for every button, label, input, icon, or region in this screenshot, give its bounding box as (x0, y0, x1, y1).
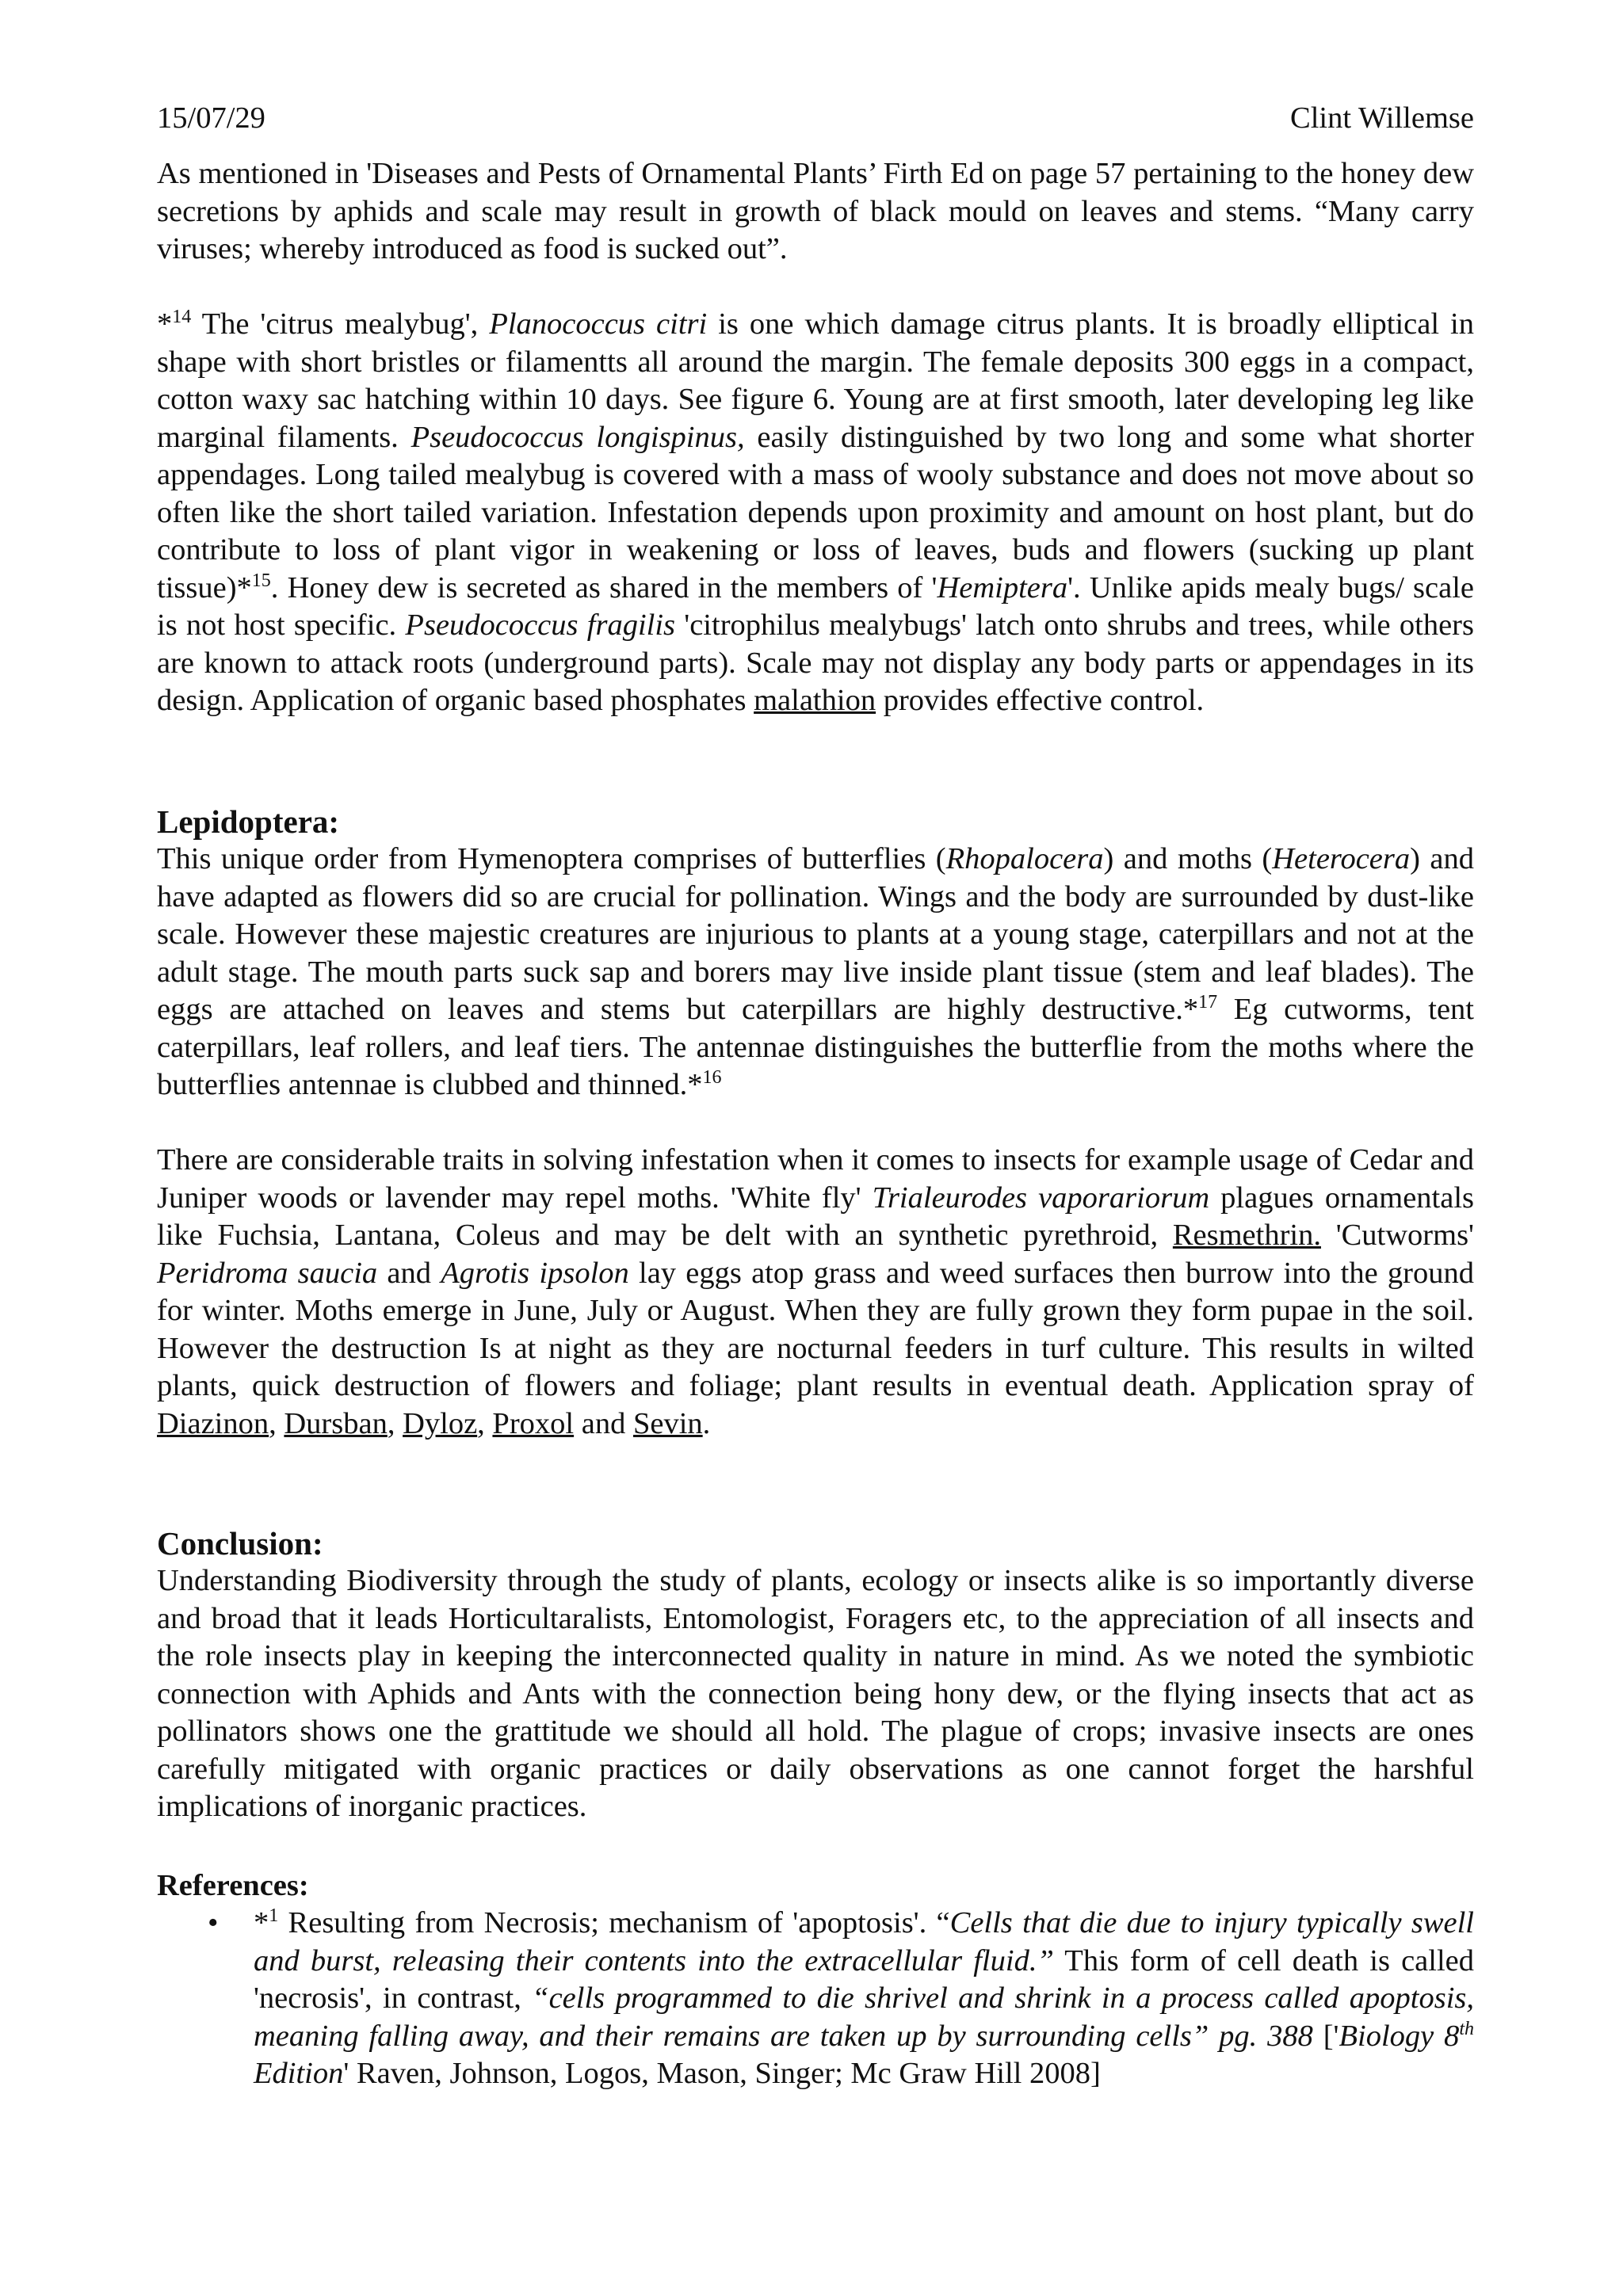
header-author: Clint Willemse (1290, 101, 1474, 135)
footnote-ref-15: 15 (251, 570, 271, 591)
text-span: ' Raven, Johnson, Logos, Mason, Singer; Mc Graw Hill 2008] (343, 2057, 1101, 2090)
footnote-star: * (254, 1906, 269, 1939)
quote: “cells programmed to die shrivel and shrink in a process called apoptosis, meaning falling away, and their remains are taken up by surrounding cells” pg. 388 (254, 1981, 1474, 2053)
page-header (157, 100, 1474, 138)
text-span: [' (1312, 2019, 1339, 2053)
text-span: provides effective control. (876, 684, 1205, 717)
footnote-ref-16: 16 (702, 1067, 722, 1088)
footnote-ref-1: 1 (269, 1905, 279, 1926)
order-name: Hemiptera (937, 570, 1068, 605)
species-name: Peridroma saucia (157, 1256, 378, 1290)
book-title-part: Edition (254, 2057, 344, 2090)
chemical-name: Dyloz (403, 1406, 478, 1440)
text-span: ) and have adapted as flowers did so are crucial for pollination. Wings and the body are surrounded by dust-like scale. However these majestic creatures are injurious to plants at a young stage, caterpillars and not at the adult stage. The mouth parts suck sap and borers may live inside plant tissue (stem and leaf blades). The eggs are attached on leaves and stems but caterpillars are highly destructive.* (157, 842, 1474, 1026)
footnote-ref-14: 14 (172, 307, 192, 327)
chemical-name: Sevin (632, 1406, 703, 1440)
references-list (157, 1905, 1474, 2093)
text-span: ) and moths ( (1103, 842, 1273, 875)
footnote-star: * (157, 307, 173, 341)
species-name: Pseudococcus fragilis (405, 608, 676, 642)
paragraph-conclusion: Understanding Biodiversity through the study of plants, ecology or insects alike is so importantly diverse and broad that it leads Horticultaralists, Entomologist, Foragers etc, to the appreciation of all insects and the role insects play in keeping the interconnected quality in nature in mind. As we noted the symbiotic connection with Aphids and Ants with the connection being hony dew, or the flying insects that act as pollinators shows one the grattitude we should all hold. The plague of crops; invasive insects are ones carefully mitigated with organic practices or daily observations as one cannot forget the harshful implications of inorganic practices. (157, 1564, 1474, 1823)
species-name: Agrotis ipsolon (441, 1256, 629, 1290)
paragraph-mealybug (157, 306, 1474, 720)
header-date: 15/07/29 (157, 101, 265, 135)
taxon-name: Heterocera (1272, 842, 1411, 875)
quote: Cells that die due to injury typically swell and burst, releasing their contents into the extracellular fluid.” (254, 1906, 1475, 1978)
chemical-name: malathion (754, 684, 876, 717)
paragraph-infestation (157, 1142, 1474, 1443)
text-span: is one which damage citrus plants. It is broadly elliptical in shape with short bristles or filamentts all around the margin. The female deposits 300 eggs in a compact, cotton waxy sac hatching within 10 days. See figure 6. Young are at first smooth, later developing leg like marginal filaments. (157, 307, 1475, 454)
heading-references: References: (157, 1869, 309, 1902)
book-title-sup: th (1459, 2018, 1474, 2039)
heading-conclusion: Conclusion: (157, 1525, 323, 1562)
species-name: Pseudococcus longispinus, (411, 420, 745, 454)
paragraph-honey-dew: As mentioned in 'Diseases and Pests of Ornamental Plants’ Firth Ed on page 57 pertaining to the honey dew secretions by aphids and scale may result in growth of black mould on leaves and stems. “Many carry viruses; whereby introduced as food is sucked out”. (157, 157, 1474, 265)
chemical-name: Resmethrin. (1172, 1219, 1321, 1252)
species-name: Planococcus citri (489, 307, 708, 341)
text-span: . Honey dew is secreted as shared in the members of ' (270, 570, 938, 605)
text-span: lay eggs atop grass and weed surfaces then burrow into the ground for winter. Moths emerge in June, July or August. When they are fully grown they form pupae in the soil. However the destruction Is at night as they are nocturnal feeders in turf culture. This results in wilted plants, quick destruction of flowers and foliage; plant results in eventual death. Application spray of (157, 1256, 1475, 1402)
chemical-name: Diazinon (157, 1406, 269, 1440)
chemical-name: Proxol (492, 1406, 575, 1440)
text-span: 'Cutworms' (1320, 1219, 1474, 1252)
paragraph-lepidoptera (157, 841, 1474, 1104)
bullet-icon: • (208, 1906, 219, 1939)
heading-lepidoptera: Lepidoptera: (157, 803, 340, 840)
text-span: . (702, 1406, 711, 1440)
reference-item (157, 1905, 1474, 2093)
text-span: This unique order from Hymenoptera comprises of butterflies ( (157, 842, 946, 875)
text-span: Resulting from Necrosis; mechanism of 'apoptosis'. “ (278, 1906, 950, 1939)
book-title-part: Biology 8 (1338, 2019, 1460, 2053)
text-span: and (574, 1406, 633, 1440)
chemical-name: Dursban (284, 1406, 388, 1440)
text-span: plagues ornamentals like Fuchsia, Lantana, Coleus and may be delt with an synthetic pyrethroid, (157, 1180, 1474, 1252)
text-span: Eg cutworms, tent caterpillars, leaf rollers, and leaf tiers. The antennae distinguishes the butterflie from the moths where the butterflies antennae is clubbed and thinned.* (157, 993, 1474, 1101)
text-span: 'citrophilus mealybugs' latch onto shrubs and trees, while others are known to attack roots (underground parts). Scale may not display any body parts or appendages in its design. Application of organic based phosphates (157, 608, 1474, 717)
species-name: Trialeurodes vaporariorum (872, 1180, 1210, 1215)
text-span: There are considerable traits in solving infestation when it comes to insects for example usage of Cedar and Juniper woods or lavender may repel moths. 'White fly' (157, 1143, 1474, 1215)
text-span: easily distinguished by two long and some what shorter appendages. Long tailed mealybug is covered with a mass of wooly substance and does not move about so often like the short tailed variation. Infestation depends upon proximity and amount on host plant, but do contribute to loss of plant vigor in weakening or loss of leaves, buds and flowers (sucking up plant tissue)* (157, 420, 1474, 605)
text-span: '. Unlike apids mealy bugs/ scale is not host specific. (157, 570, 1475, 642)
text-span: , (269, 1406, 285, 1440)
footnote-ref-17: 17 (1198, 992, 1218, 1013)
text-span: , (477, 1406, 493, 1440)
text-span: This form of cell death is called 'necrosis', in contrast, (254, 1943, 1474, 2015)
text-span: The 'citrus mealybug', (191, 307, 490, 341)
text-span: and (377, 1256, 441, 1290)
text-span: , (387, 1406, 403, 1440)
taxon-name: Rhopalocera (945, 842, 1104, 875)
